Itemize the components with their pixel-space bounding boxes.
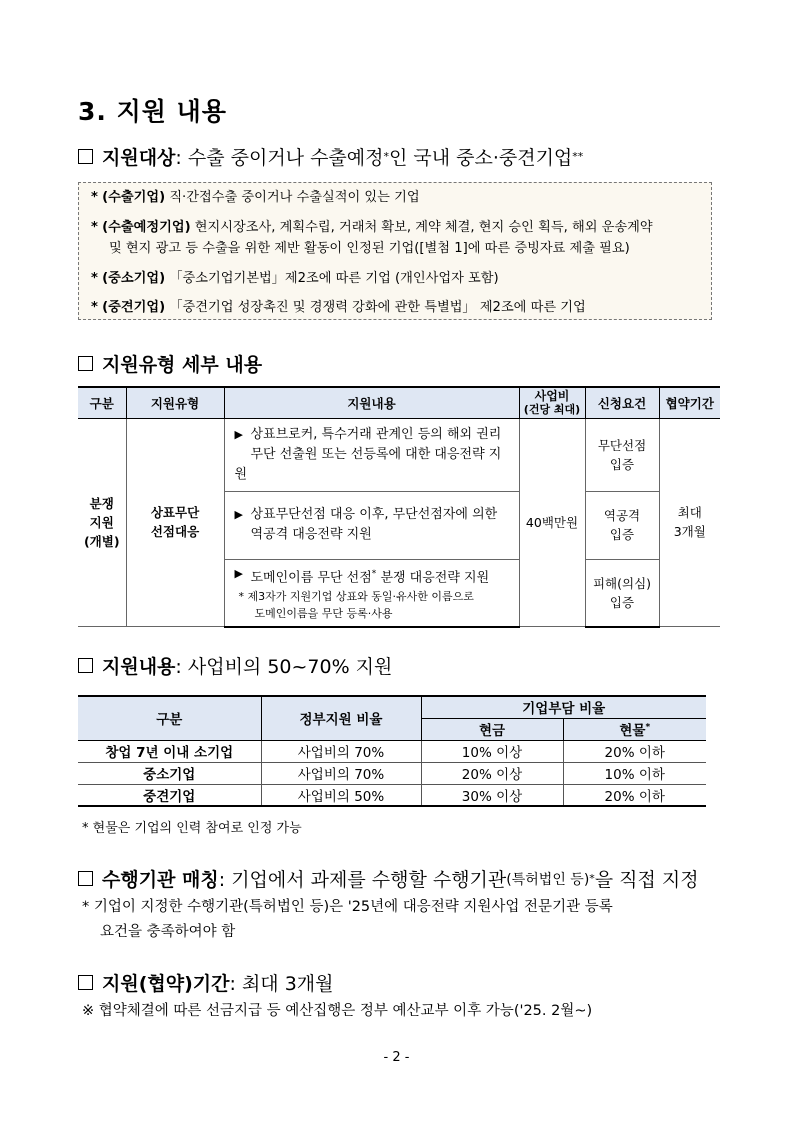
note-tag: (수출예정기업) (102, 219, 191, 235)
triangle-bullet-icon: ▶ (234, 566, 243, 580)
triangle-bullet-icon: ▶ (234, 427, 243, 441)
requirement-line: 입증 (609, 527, 635, 542)
agency-note-line: 요건을 충족하여야 함 (100, 924, 236, 940)
period-heading (78, 969, 334, 996)
period-label: 지원(협약)기간 (102, 973, 230, 995)
agency-note (82, 895, 613, 945)
section-title: 3. 지원 내용 (78, 97, 227, 126)
target-notes-box (78, 182, 712, 320)
note-tag: (중견기업) (102, 300, 166, 315)
checkbox-square-icon (78, 871, 93, 886)
table-row (78, 418, 720, 491)
content-line: 무단 선출원 또는 선등록에 대한 대응전략 지원 (234, 446, 502, 482)
support-content-label: 지원내용 (102, 656, 176, 678)
row-inkind: 20% 이하 (563, 740, 706, 762)
support-content-heading (78, 652, 392, 679)
requirement-line: 무단선점 (597, 437, 647, 453)
header-category: 구분 (78, 696, 261, 740)
agency-note-line: * 기업이 지정한 수행기관(특허법인 등)은 '25년에 대응전략 지원사업 전문기관 등록 (82, 899, 613, 915)
requirement-line: 입증 (609, 456, 635, 472)
content-sup: * (371, 568, 377, 579)
row-category: 중견기업 (78, 784, 261, 806)
table-header-row (78, 387, 720, 418)
content-cell (224, 418, 519, 491)
period-line: 최대 (677, 505, 702, 521)
support-type-line: 상표무단 (150, 505, 200, 521)
target-note (91, 187, 701, 209)
target-text: : 수출 중이거나 수출예정 (175, 147, 384, 169)
header-period: 협약기간 (659, 387, 720, 418)
header-inkind-sup: * (645, 722, 651, 733)
support-content-text: : 사업비의 50~70% 지원 (175, 656, 393, 678)
type-detail-heading (78, 350, 262, 377)
support-type-cell (126, 418, 224, 627)
header-requirement: 신청요건 (585, 387, 659, 418)
note-star: * (91, 219, 98, 235)
note-star: * (91, 300, 98, 315)
requirement-cell (585, 559, 659, 627)
content-line: 상표브로커, 특수거래 관계인 등의 해외 권리 (250, 426, 502, 442)
content-line: 역공격 대응전략 지원 (250, 527, 372, 542)
note-text: 「중소기업기본법」제2조에 따른 기업 (개인사업자 포함) (165, 270, 499, 286)
header-category: 구분 (78, 387, 126, 418)
agency-label: 수행기관 매칭 (102, 869, 219, 891)
checkbox-square-icon (78, 975, 93, 990)
note-text: 「중견기업 성장촉진 및 경쟁력 강화에 관한 특별법」 제2조에 따른 기업 (165, 300, 586, 315)
target-note (91, 297, 701, 319)
note-tag: (중소기업) (102, 270, 166, 286)
support-type-table (78, 386, 720, 628)
agency-heading: 수행기관 매칭 : 기업에서 과제를 수행할 수행기관 (특허법인 등) * 을 직접 지정 (78, 865, 699, 892)
row-cash: 30% 이상 (421, 784, 563, 806)
header-content: 지원내용 (224, 387, 519, 418)
row-cash: 10% 이상 (421, 740, 563, 762)
header-burden: 기업부담 비율 (421, 696, 706, 718)
table-row (78, 740, 706, 762)
triangle-bullet-icon: ▶ (234, 508, 243, 521)
content-line: 분쟁 대응전략 지원 (380, 569, 490, 585)
checkbox-square-icon (78, 149, 93, 164)
header-cash: 현금 (421, 718, 563, 740)
requirement-line: 역공격 (603, 508, 641, 523)
content-line: 도메인이름 무단 선점 (250, 569, 372, 585)
agency-text2: 을 직접 지정 (594, 869, 699, 891)
subnote-line: * 제3자가 지원기업 상표와 동일·유사한 이름으로 (238, 589, 474, 603)
period-cell (659, 418, 720, 627)
header-gov: 정부지원 비율 (261, 696, 421, 740)
note-star: * (91, 270, 98, 286)
target-note (91, 217, 701, 260)
requirement-line: 피해(의심) (592, 575, 652, 591)
budget-cell: 40백만원 (519, 418, 585, 627)
note-tag: (수출기업) (102, 190, 166, 205)
support-type-line: 선점대응 (150, 524, 200, 540)
target-text2: 인 국내 중소·중견기업 (388, 147, 573, 169)
header-inkind (563, 718, 706, 740)
page-number: - 2 - (383, 1050, 410, 1065)
row-cash: 20% 이상 (421, 762, 563, 784)
note-text: 현지시장조사, 계획수립, 거래처 확보, 계약 체결, 현지 승인 획득, 해외 운송계약 (190, 219, 653, 235)
row-gov: 사업비의 70% (261, 762, 421, 784)
row-category: 중소기업 (78, 762, 261, 784)
header-budget (519, 387, 585, 418)
note-text: 직·간접수출 중이거나 수출실적이 있는 기업 (165, 190, 420, 205)
target-label: 지원대상 (102, 147, 176, 169)
content-cell (224, 559, 519, 627)
target-heading: 지원대상 : 수출 중이거나 수출예정 * 인 국내 중소·중견기업 ** (78, 143, 583, 170)
burden-ratio-table (78, 695, 706, 807)
header-support-type: 지원유형 (126, 387, 224, 418)
subnote-line: 도메인이름을 무단 등록·사용 (254, 606, 393, 620)
type-detail-label: 지원유형 세부 내용 (102, 354, 263, 376)
table-header-row (78, 696, 706, 718)
note-continuation: 및 현지 광고 등 수출을 위한 제반 활동이 인정된 기업([별첨 1]에 따른 증빙자료 제출 필요) (109, 241, 630, 256)
table-row (78, 784, 706, 806)
period-note: ※ 협약체결에 따른 선금지급 등 예산집행은 정부 예산교부 이후 가능('25. 2월~) (82, 1003, 593, 1019)
requirement-cell (585, 418, 659, 491)
row-inkind: 20% 이하 (563, 784, 706, 806)
row-inkind: 10% 이하 (563, 762, 706, 784)
content-cell (224, 491, 519, 559)
period-text: : 최대 3개월 (229, 973, 334, 995)
row-gov: 사업비의 70% (261, 740, 421, 762)
checkbox-square-icon (78, 356, 93, 371)
agency-text: : 기업에서 과제를 수행할 수행기관 (218, 869, 507, 891)
inkind-note: * 현물은 기업의 인력 참여로 인정 가능 (82, 821, 302, 836)
row-gov: 사업비의 50% (261, 784, 421, 806)
agency-small: (특허법인 등) (506, 871, 590, 888)
category-line: 지원 (89, 514, 114, 530)
target-note (91, 268, 701, 290)
header-budget-line1: 사업비 (534, 388, 570, 403)
note-star: * (91, 190, 98, 205)
header-inkind-label: 현물 (619, 723, 646, 739)
header-budget-line2: (건당 최대) (523, 402, 581, 416)
content-subnote (235, 588, 511, 622)
period-line: 3개월 (673, 524, 706, 540)
requirement-line: 입증 (609, 594, 635, 610)
category-line: 분쟁 (89, 495, 114, 511)
content-line: 상표무단선점 대응 이후, 무단선점자에 의한 (250, 507, 498, 522)
row-category: 창업 7년 이내 소기업 (78, 740, 261, 762)
table-row (78, 762, 706, 784)
checkbox-square-icon (78, 658, 93, 673)
category-line: (개별) (83, 533, 120, 549)
requirement-cell (585, 491, 659, 559)
category-cell (78, 418, 126, 627)
